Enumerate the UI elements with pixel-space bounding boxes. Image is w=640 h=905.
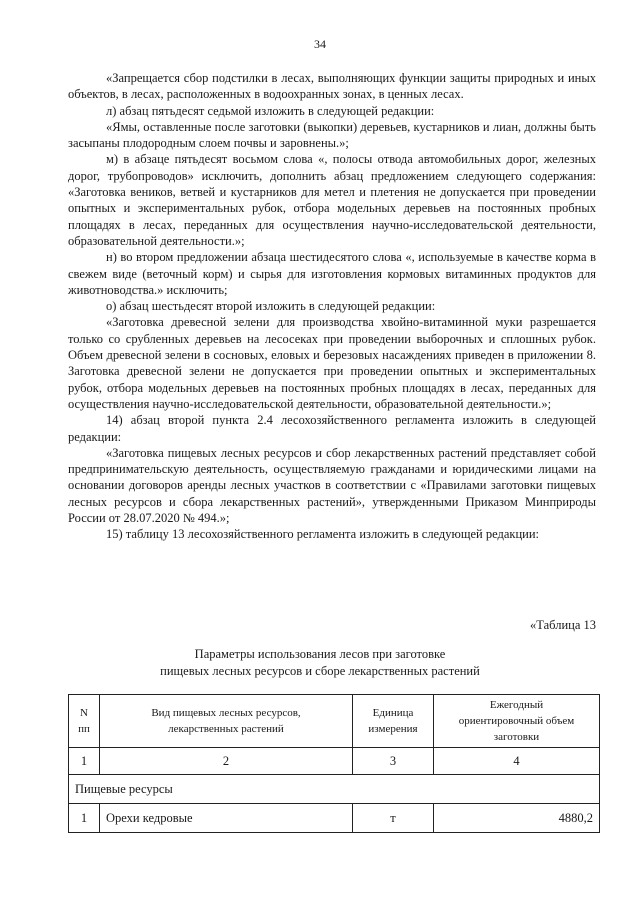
header-number: N пп [69, 695, 100, 748]
table-title-line: пищевых лесных ресурсов и сборе лекарственных растений [160, 664, 480, 678]
table-header-row [69, 695, 600, 748]
paragraph: «Ямы, оставленные после заготовки (выкопки) деревьев, кустарников и лиан, должны быть засыпаны плодородным слоем почвы и заровнены.»; [68, 119, 596, 151]
paragraph: «Запрещается сбор подстилки в лесах, выполняющих функции защиты природных и иных объектов, в лесах, расположенных в водоохранных зонах, в ценных лесах. [68, 71, 596, 102]
table-reference: «Таблица 13 [530, 618, 596, 632]
column-number: 2 [100, 748, 353, 775]
paragraph: л) абзац пятьдесят седьмой изложить в следующей редакции: [106, 103, 435, 118]
table-title-line: Параметры использования лесов при заготовке [194, 647, 446, 661]
paragraph: н) во втором предложении абзаца шестидесятого слова «, используемые в качестве корма в свежем виде (веточный корм) и сырья для изготовления кормовых витаминных продуктов для животноводства.» исключить; [68, 250, 596, 297]
resource-name: Орехи кедровые [100, 804, 353, 833]
table-row [69, 804, 600, 833]
paragraph: «Заготовка древесной зелени для производства хвойно-витаминной муки разрешается только со срубленных деревьев на лесосеках при проведении выборочных и сплошных рубок. Объем древесной зелени в сосновых, еловых и березовых насаждениях приведен в приложении 8. Заготовка древесной зелени не допускается при проведении опытных и экспериментальных рубок, отбора модельных деревьев на постоянных пробных площадях в лесах, переданных для осуществления научно-исследовательской деятельности, образовательной деятельности.»; [68, 315, 596, 411]
parameters-table [68, 694, 600, 833]
column-number: 3 [353, 748, 434, 775]
paragraph: м) в абзаце пятьдесят восьмом слова «, полосы отвода автомобильных дорог, железных дорог, трубопроводов» исключить, дополнить абзац предложением следующего содержания: «Заготовка веников, ветвей и кустарников для метел и плетения не допускается при проведении опытных и экспериментальных рубок, отбора модельных деревьев на постоянных пробных площадях в лесах, переданных для осуществления научно-исследовательской деятельности, образовательной деятельности.»; [68, 152, 596, 248]
unit-value: т [353, 804, 434, 833]
header-annual-volume: Ежегодный ориентировочный объем заготовки [434, 695, 600, 748]
document-body [68, 70, 596, 543]
paragraph: «Заготовка пищевых лесных ресурсов и сбор лекарственных растений представляет собой предпринимательскую деятельность, осуществляемую гражданами и юридическими лицами на основании договоров аренды лесных участков в соответствии с «Правилами заготовки пищевых лесных ресурсов и сбора лекарственных растений», утвержденными Приказом Минприроды России от 28.07.2020 № 494.»; [68, 445, 596, 526]
section-label: Пищевые ресурсы [69, 775, 600, 804]
header-unit: Единица измерения [353, 695, 434, 748]
column-number-row [69, 748, 600, 775]
header-resource-kind: Вид пищевых лесных ресурсов, лекарственных растений [100, 695, 353, 748]
paragraph: 14) абзац второй пункта 2.4 лесохозяйственного регламента изложить в следующей редакции: [68, 413, 596, 444]
paragraph: 15) таблицу 13 лесохозяйственного регламента изложить в следующей редакции: [106, 527, 540, 542]
table-title [0, 646, 640, 680]
column-number: 4 [434, 748, 600, 775]
column-number: 1 [69, 748, 100, 775]
table-section-row [69, 775, 600, 804]
row-number: 1 [69, 804, 100, 833]
paragraph: о) абзац шестьдесят второй изложить в следующей редакции: [106, 299, 436, 314]
page-number: 34 [314, 37, 326, 51]
annual-volume-value: 4880,2 [434, 804, 600, 833]
